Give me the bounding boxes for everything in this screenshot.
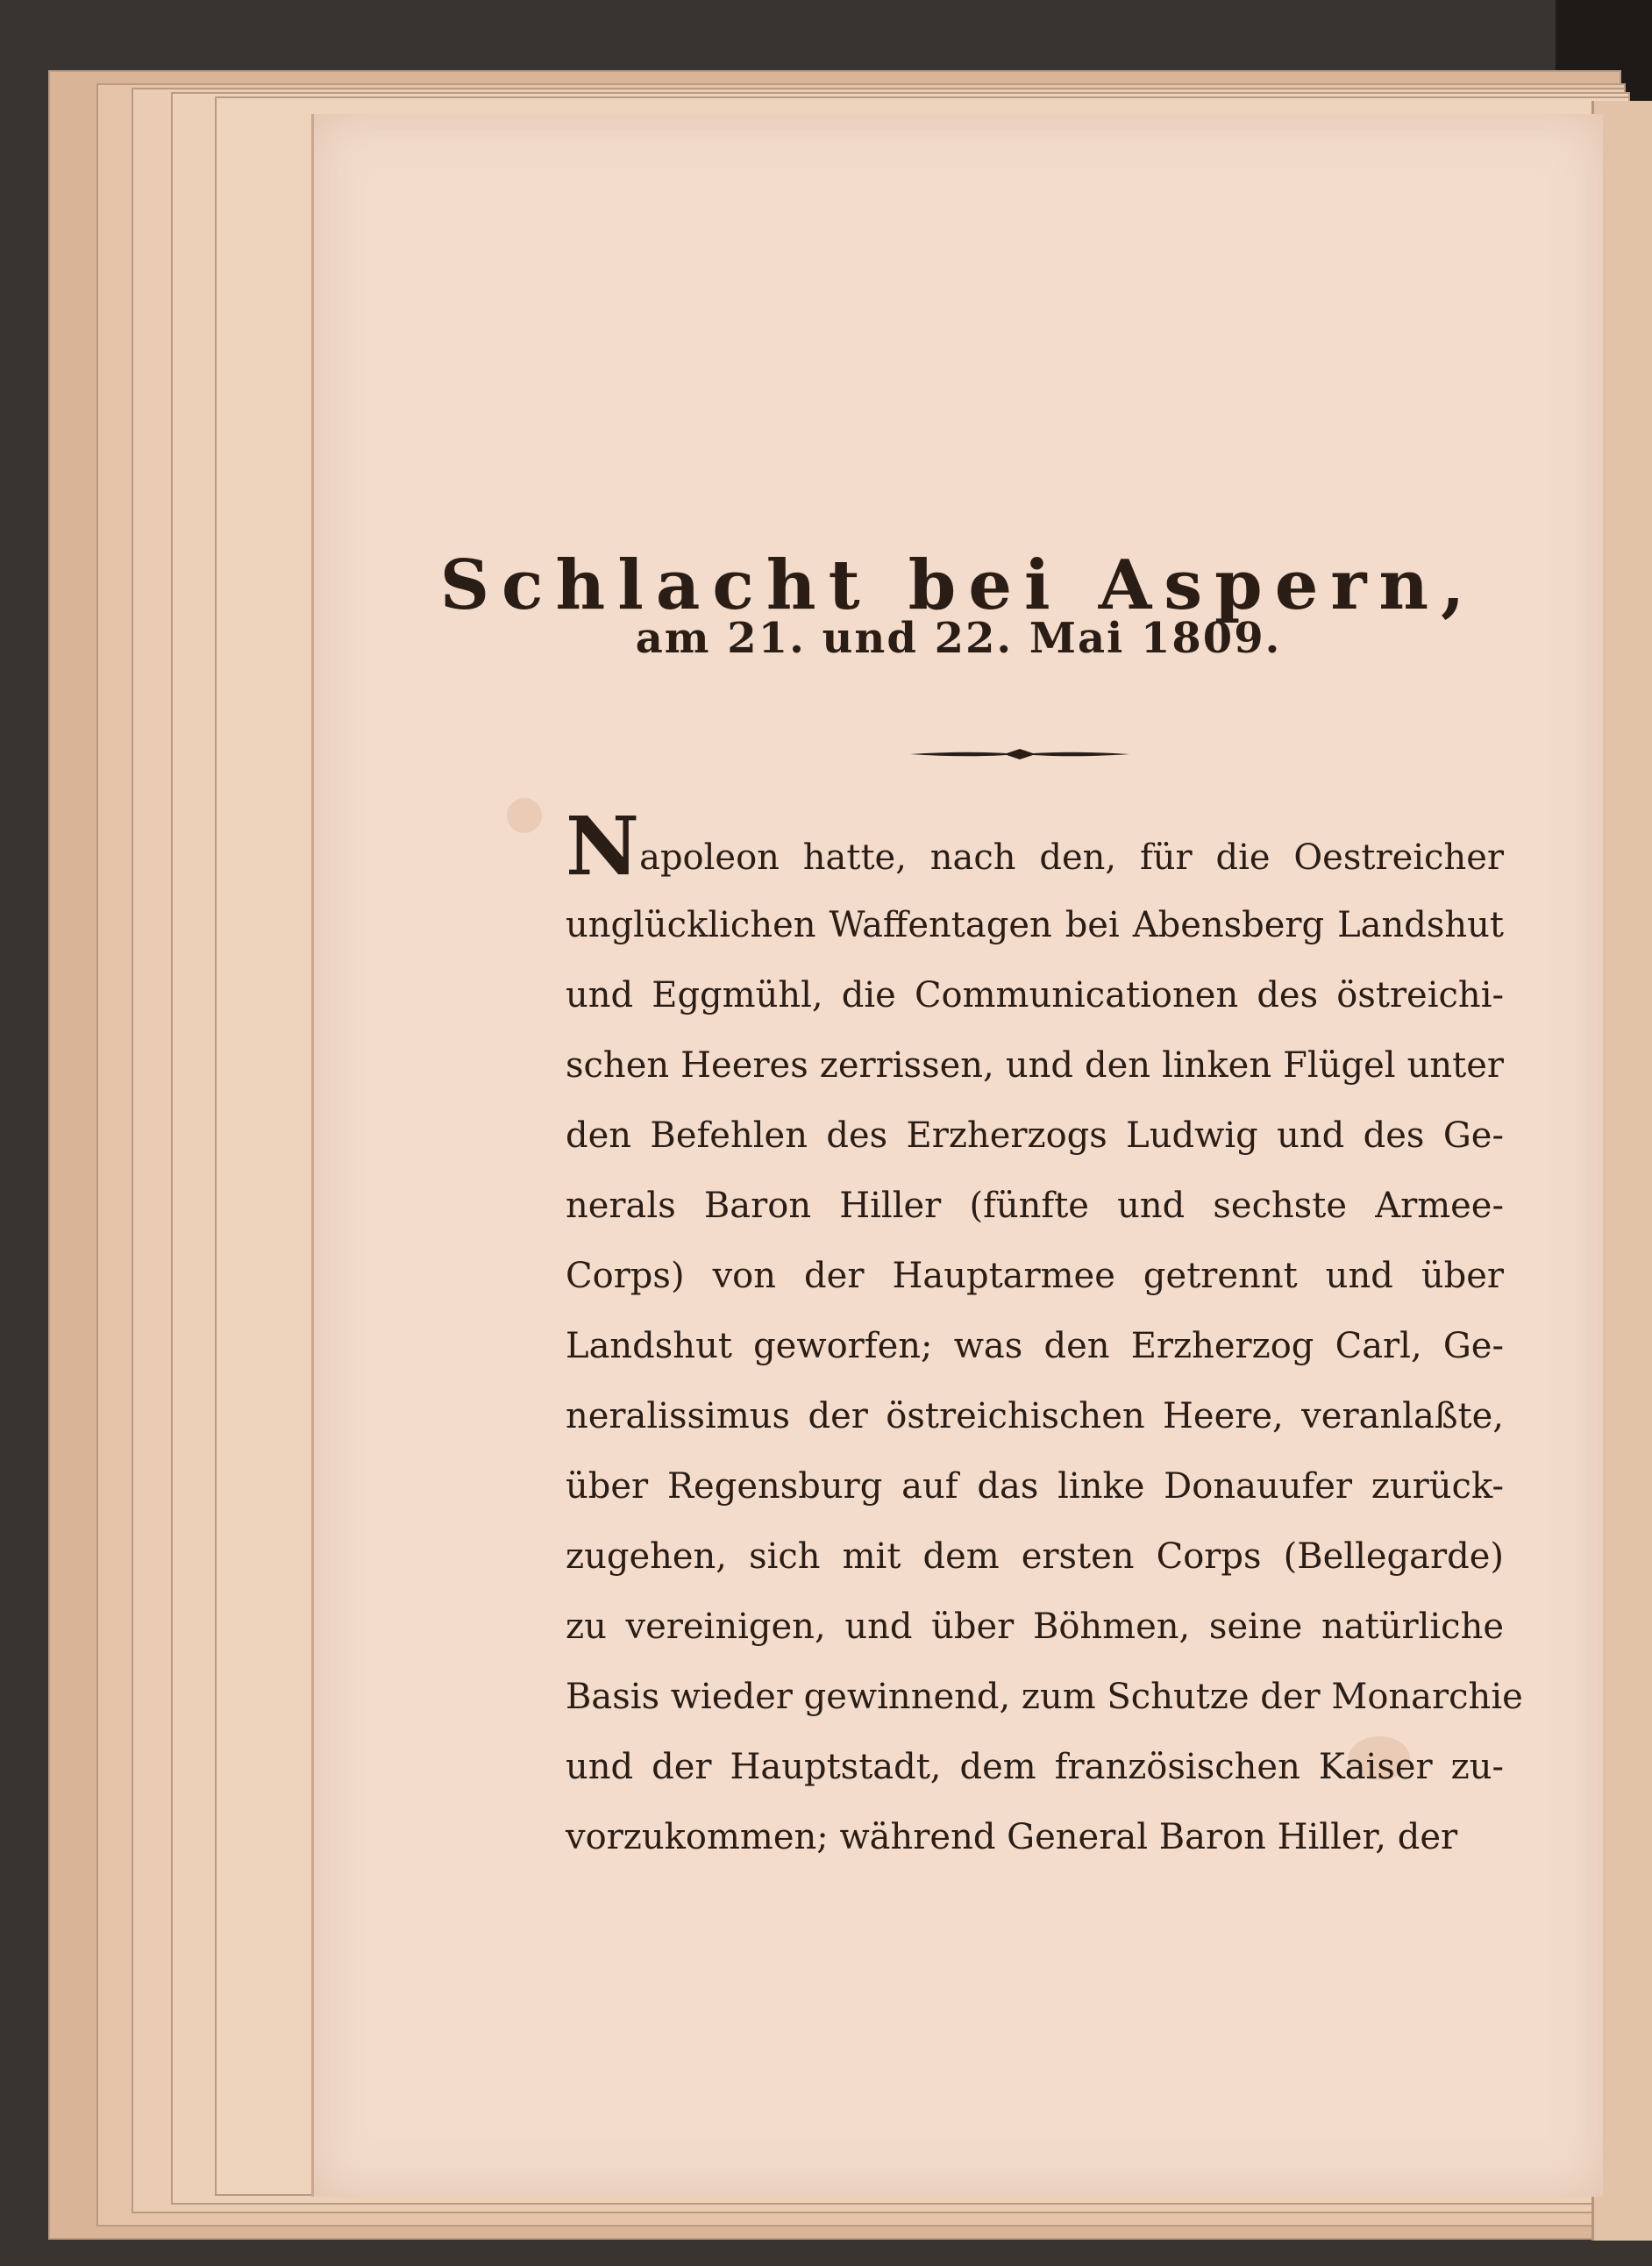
text-line: nerals Baron Hiller (fünfte und sechste Armee- — [566, 1186, 1504, 1226]
text-line: Basis wieder gewinnend, zum Schutze der Monarchie — [566, 1677, 1523, 1717]
ornament-rule-icon — [910, 745, 1129, 763]
drop-capital: N — [566, 799, 640, 894]
text-line: schen Heeres zerrissen, und den linken Flügel unter — [566, 1045, 1504, 1086]
text-line: und der Hauptstadt, dem französischen Kaiser zu- — [566, 1747, 1504, 1787]
text-line: zu vereinigen, und über Böhmen, seine natürliche — [566, 1607, 1504, 1647]
text-line: Corps) von der Hauptarmee getrennt und über — [566, 1256, 1504, 1296]
text-line: unglücklichen Waffentagen bei Abensberg Landshut — [566, 905, 1504, 945]
text-line: vorzukommen; während General Baron Hiller, der — [566, 1817, 1458, 1857]
line-text: apoleon hatte, nach den, für die Oestreicher — [639, 837, 1504, 878]
text-line: den Befehlen des Erzherzogs Ludwig und des Ge- — [566, 1115, 1504, 1156]
paper-stain — [507, 798, 542, 833]
chapter-subtitle: am 21. und 22. Mai 1809. — [635, 614, 1282, 663]
chapter-title: Schlacht bei Aspern, — [439, 545, 1478, 626]
text-line: zugehen, sich mit dem ersten Corps (Bellegarde) — [566, 1536, 1504, 1577]
text-line: über Regensburg auf das linke Donauufer zurück- — [566, 1466, 1504, 1507]
text-line — [566, 799, 1504, 894]
body-text — [566, 799, 1523, 1872]
text-line: und Eggmühl, die Communicationen des östreichi- — [566, 975, 1504, 1015]
text-line: Landshut geworfen; was den Erzherzog Carl, Ge- — [566, 1326, 1504, 1366]
text-line: neralissimus der östreichischen Heere, veranlaßte, — [566, 1396, 1504, 1436]
